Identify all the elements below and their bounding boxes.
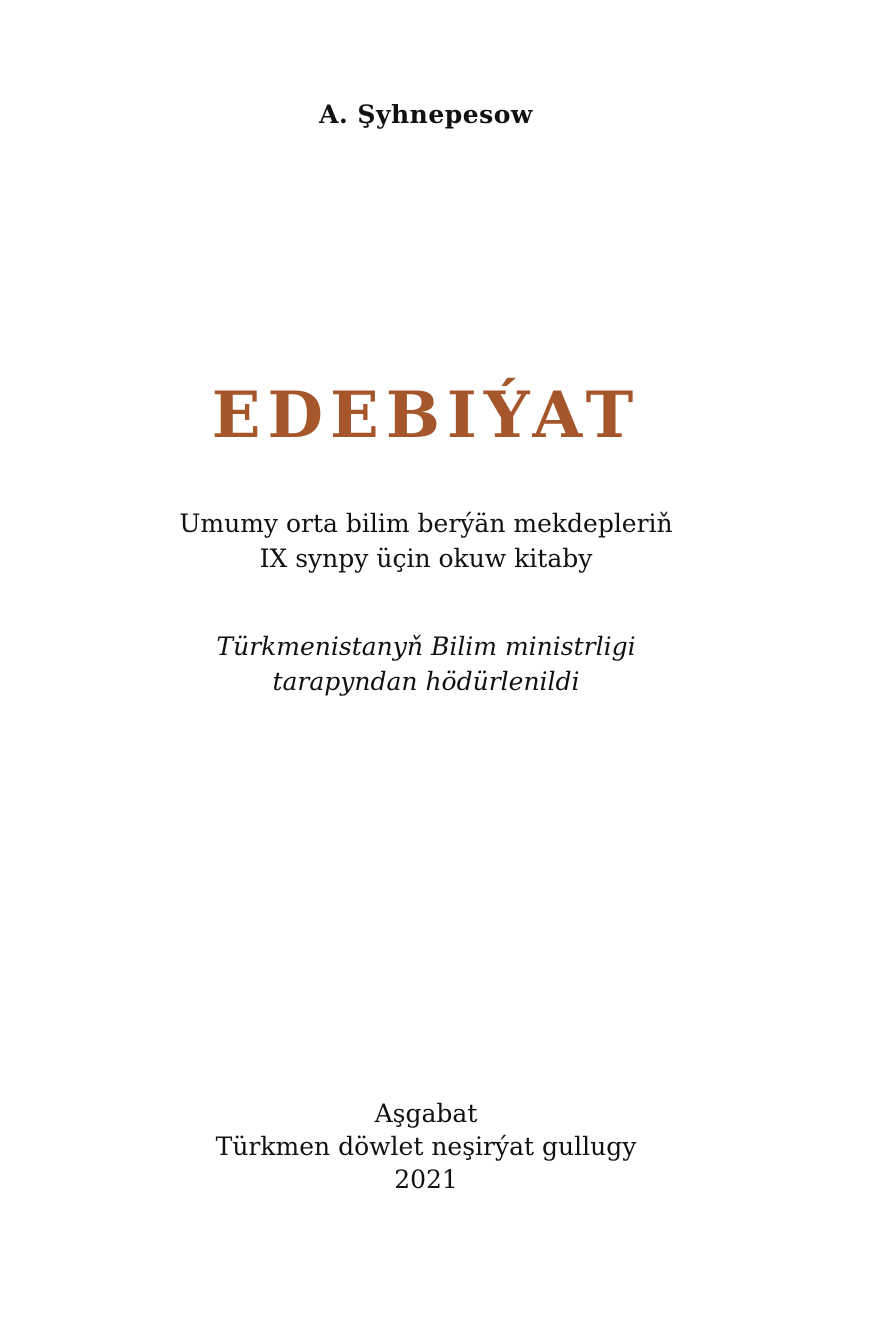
approval-line-1: Türkmenistanyň Bilim ministrligi (216, 632, 636, 661)
subtitle-line-2: IX synpy üçin okuw kitaby (259, 543, 593, 573)
imprint (0, 1097, 852, 1196)
imprint-publisher: Türkmen döwlet neşirýat gullugy (215, 1132, 637, 1161)
approval-line-2: tarapyndan hödürlenildi (272, 666, 580, 696)
book-subtitle (0, 507, 852, 576)
author-name: A. Şyhnepesow (319, 100, 533, 129)
book-title: EDEBIÝAT (211, 378, 641, 453)
imprint-city: Aşgabat (374, 1099, 478, 1128)
subtitle-line-1: Umumy orta bilim berýän mekdepleriň (179, 509, 673, 538)
imprint-year: 2021 (394, 1165, 458, 1194)
ministry-approval (0, 630, 852, 699)
